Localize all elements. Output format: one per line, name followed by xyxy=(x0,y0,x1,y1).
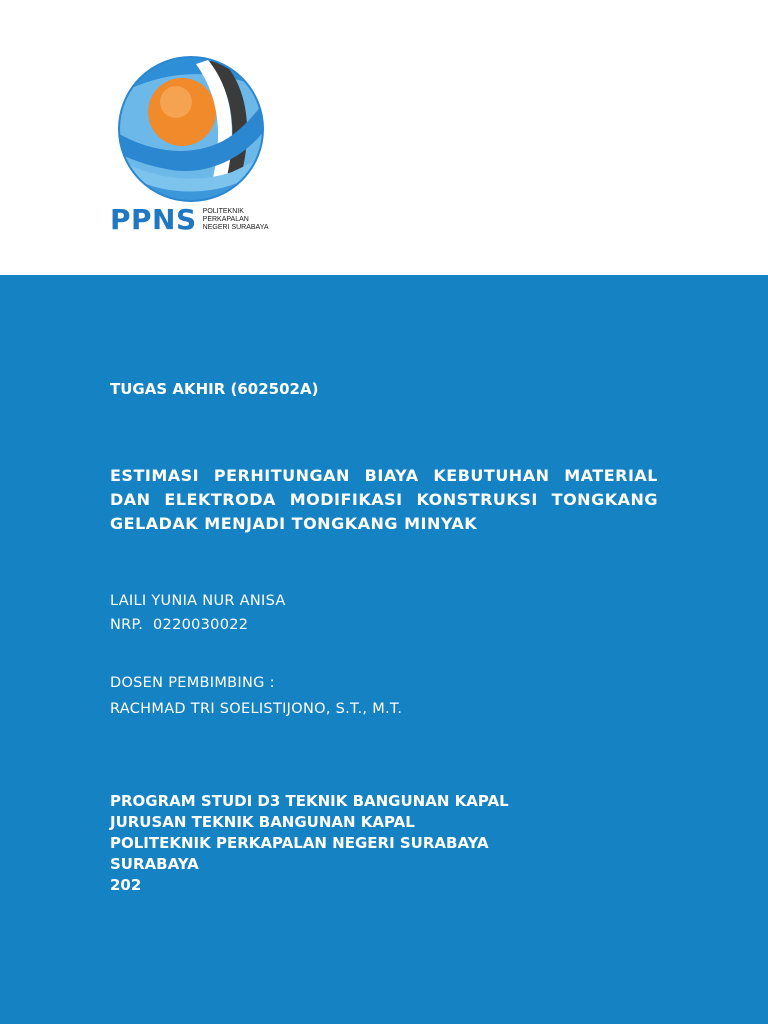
logo-full-name-line: POLITEKNIK xyxy=(202,208,244,215)
thesis-code: TUGAS AKHIR (602502A) xyxy=(110,380,319,398)
logo-wordmark xyxy=(110,203,269,237)
logo-abbr: PPNS xyxy=(110,203,197,236)
institution-info xyxy=(110,791,509,896)
thesis-title-line: ESTIMASI PERHITUNGAN BIAYA KEBUTUHAN MATERIAL xyxy=(110,466,658,485)
logo-full-name-line: PERKAPALAN xyxy=(202,216,249,223)
advisor-name: RACHMAD TRI SOELISTIJONO, S.T., M.T. xyxy=(110,701,403,717)
logo-area xyxy=(0,0,768,275)
ppns-globe-logo-icon xyxy=(116,54,266,204)
advisor-label: DOSEN PEMBIMBING : xyxy=(110,675,275,691)
institution-line: POLITEKNIK PERKAPALAN NEGERI SURABAYA xyxy=(110,834,489,852)
institution-line: JURUSAN TEKNIK BANGUNAN KAPAL xyxy=(110,813,415,831)
thesis-title-line: DAN ELEKTRODA MODIFIKASI KONSTRUKSI TONGKANG xyxy=(110,490,658,509)
institution-line: SURABAYA xyxy=(110,855,199,873)
institution-line: PROGRAM STUDI D3 TEKNIK BANGUNAN KAPAL xyxy=(110,792,509,810)
thesis-title-line: GELADAK MENJADI TONGKANG MINYAK xyxy=(110,514,478,533)
student-name: LAILI YUNIA NUR ANISA xyxy=(110,593,286,609)
institution-line: 202 xyxy=(110,876,142,894)
logo-full-name-line: NEGERI SURABAYA xyxy=(202,224,269,231)
advisor-info xyxy=(110,670,402,722)
logo-full-name xyxy=(203,208,269,232)
student-info xyxy=(110,589,286,637)
student-nrp: NRP. 0220030022 xyxy=(110,617,249,633)
thesis-title xyxy=(110,464,658,536)
